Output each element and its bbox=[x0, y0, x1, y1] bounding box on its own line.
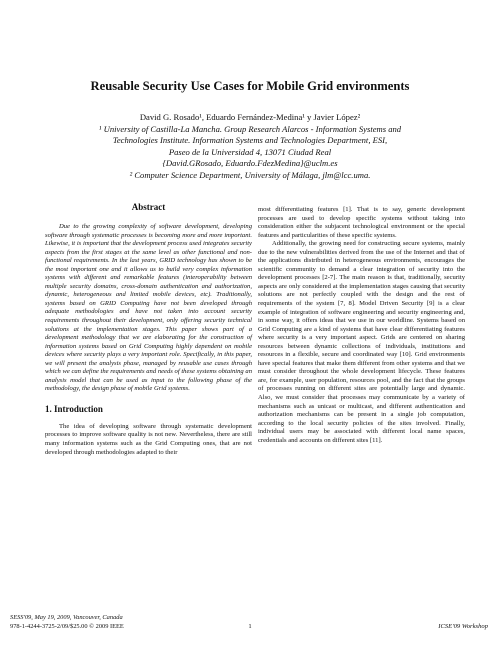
affiliation-address: Paseo de la Universidad 4, 13071 Ciudad Real bbox=[168, 146, 332, 157]
affiliation-line-1: ¹ University of Castilla-La Mancha. Group Research Alarcos - Information Systems and bbox=[98, 123, 402, 134]
author-names: David G. Rosado¹, Eduardo Fernández-Medina¹ y Javier López² bbox=[139, 112, 361, 122]
conference-line: SESS'09, May 19, 2009, Vancouver, Canada bbox=[10, 614, 123, 621]
abstract-text: Due to the growing complexity of software development, developing software through systematic processes is becoming more and more important. Likewise, it is important that the development process used integrates security aspects from the first stages at the same level as other functional and non-functional requirements. In the last years, GRID technology has shown to be the most important one and it allows us to build very complex information systems with different and remarkable features (interoperability between multiple security domains, cross-domain authentication and authorization, dynamic, heterogeneous and limited mobile devices, etc). Traditionally, systems based on GRID Computing have not been developed through adequate methodologies and have not taken into account security requirements throughout their development, only offering security technical solutions at the implementation stages. This paper shows part of a development methodology that we are elaborating for the construction of information systems based on Grid Computing highly dependent on mobile devices where security plays a very important role. Specifically, in this paper, we will present the analysis phase, managed by reusable use cases through which we can define the requirements and needs of these systems obtaining an analysis model that can be used as input to the following phase of the methodology, the design phase of mobile Grid systems. bbox=[45, 223, 252, 393]
page-number: 1 bbox=[248, 623, 252, 630]
intro-paragraph-1: The idea of developing software through systematic development processes to improve software quality is not new. Nevertheless, there are still many information systems such as the Grid Computing ones, that are not developed through methodologies adapted to their bbox=[45, 422, 252, 456]
isbn-line: 978-1-4244-3725-2/09/$25.00 © 2009 IEEE bbox=[10, 622, 124, 630]
abstract-heading: Abstract bbox=[131, 202, 166, 212]
author-block bbox=[40, 112, 460, 182]
affiliation-line-2: Technologies Institute. Information Systems and Technologies Department, ESI, bbox=[112, 135, 388, 146]
intro-paragraph-2: Additionally, the growing need for constructing secure systems, mainly due to the new vulnerabilities derived from the use of the Internet and that of the applications distributed in heterogeneous environments, encourages the scientific community to demand a clear integration of security into the development processes [2-7]. The main reason is that, traditionally, security aspects are only considered at the implementation stages causing that security solutions are not perfectly coupled with the design and the rest of requirements of the system [7, 8]. Model Driven Security [9] is a clear example of integration of software engineering and security engineering and, in some way, it offers ideas that we use in our worldline. Systems based on Grid Computing are a kind of systems that have clear differentiating features where security is a very important aspect. Grids are centered on sharing resources between dynamic collections of individuals, institutions and resources in a flexible, secure and coordinated way [10]. Grid environments have special features that make them different from other systems and that we must consider throughout the whole development lifecycle. These features are, for example, user population, resources pool, and the fact that the groups of processes running on different sites are potentially large and dynamic. Also, we must consider that processes may communicate by a variety of mechanisms such as unicast or multicast, and different authentication and authorization mechanisms can be present in a single job computation, according to the local security policies of the sites involved. Finally, individual users may be associated with different local name spaces, credentials and accounts on different sites [11]. bbox=[258, 240, 465, 444]
intro-paragraph-continued: most differentiating features [1]. That is to say, generic development processes are used to develop specific systems without taking into consideration either the subjacent technological environment or the special features and particularities of these specific systems. bbox=[258, 206, 465, 239]
affiliation-line-3: ² Computer Science Department, University of Málaga, jlm@lcc.uma. bbox=[129, 169, 371, 180]
author-emails: {David.GRosado, Eduardo.FdezMedina}@uclm.es bbox=[162, 158, 338, 169]
left-column bbox=[45, 202, 252, 457]
workshop-label: ICSE'09 Workshop bbox=[438, 623, 488, 630]
section-heading-introduction: 1. Introduction bbox=[45, 403, 103, 414]
paper-title: Reusable Security Use Cases for Mobile Grid environments bbox=[90, 79, 410, 93]
right-column bbox=[258, 206, 465, 445]
